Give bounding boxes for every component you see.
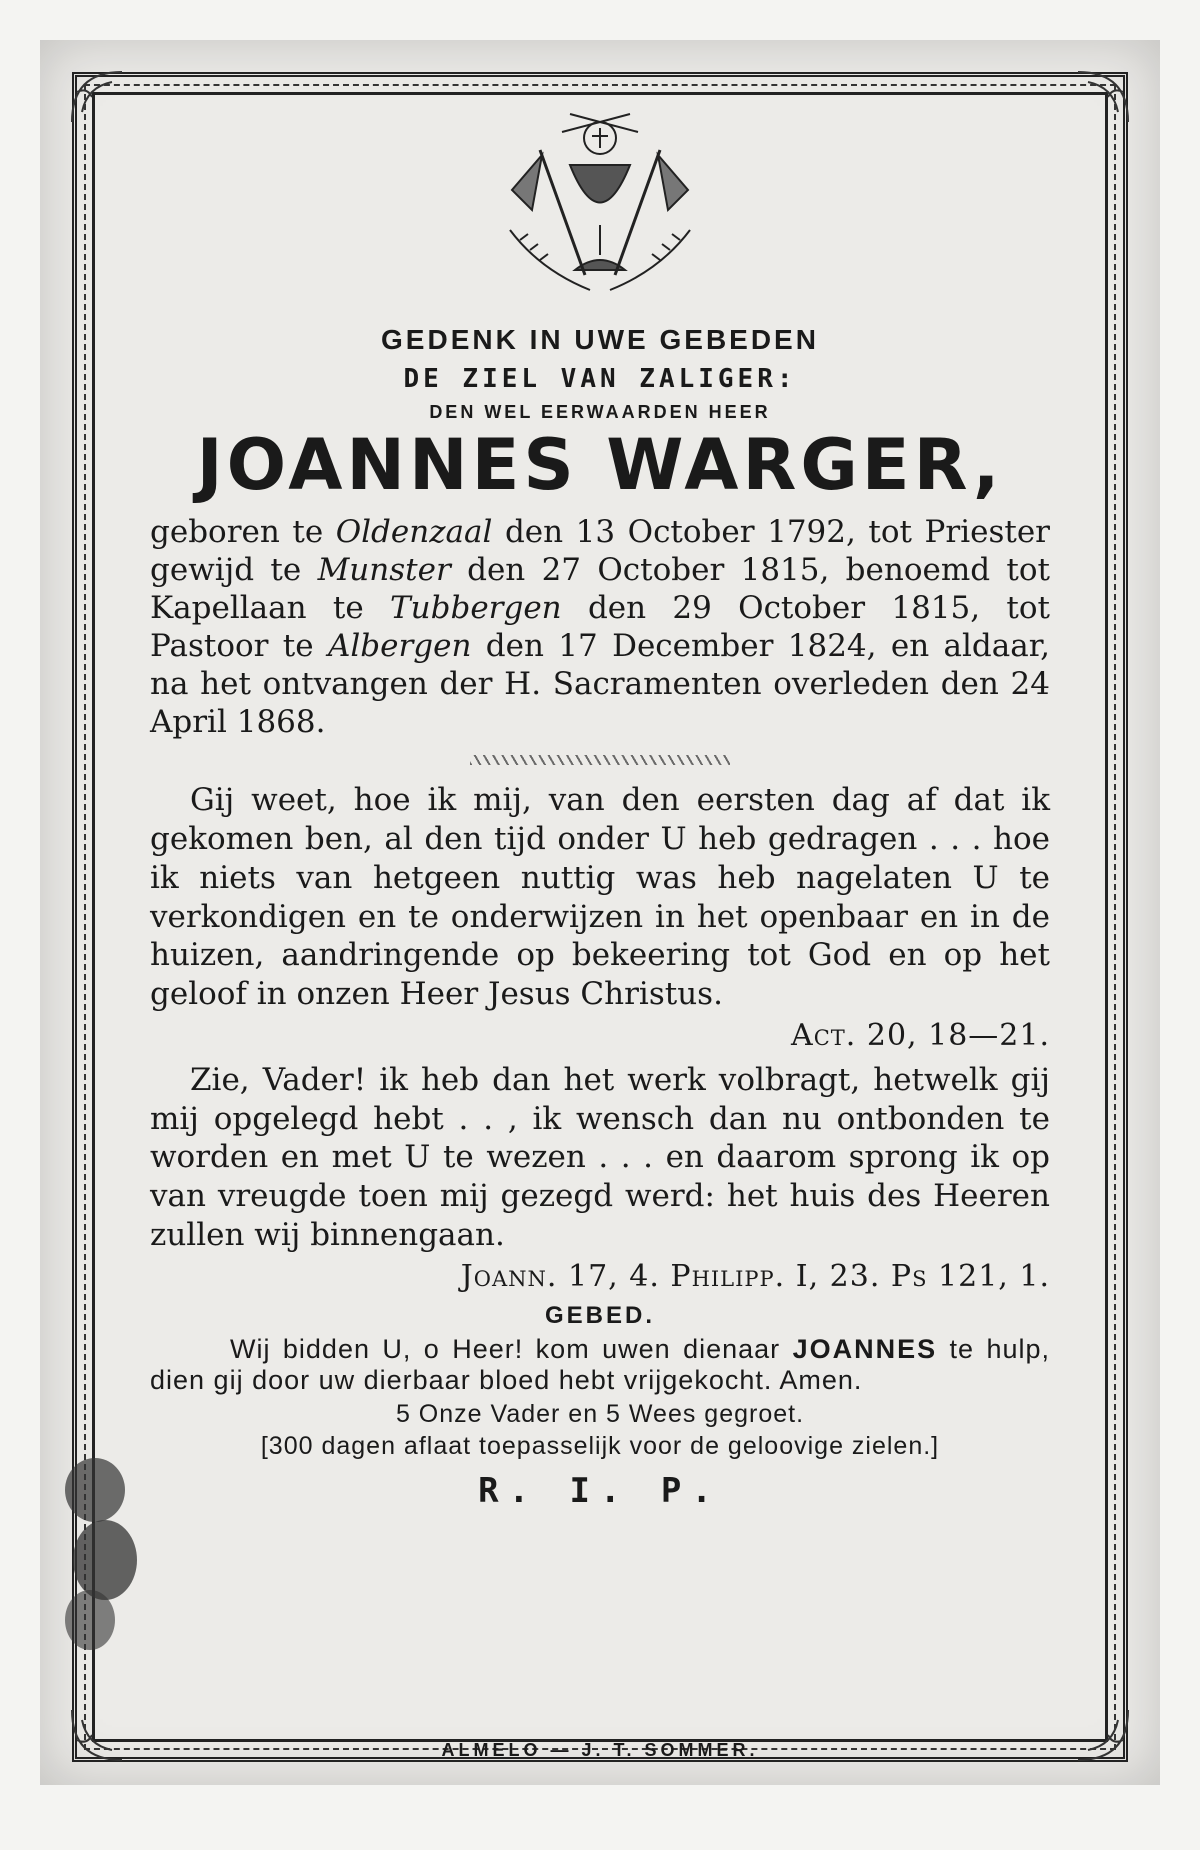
bio-place: Munster xyxy=(317,551,451,588)
header-line-1: GEDENK IN UWE GEBEDEN xyxy=(381,324,819,355)
chalice-emblem-icon xyxy=(470,110,730,310)
bio-text: den 27 October 1815, benoemd tot Kapellaan te xyxy=(150,551,1050,626)
scripture-quote-2 xyxy=(150,1061,1050,1255)
bio-text: den 13 October 1792, tot Priester gewijd te xyxy=(150,513,1050,588)
bio-text: den 17 December 1824, en aldaar, na het ontvangen der H. Sacramenten overleden den 24 April 1868. xyxy=(150,627,1050,741)
header-line-2: DE ZIEL VAN ZALIGER: xyxy=(403,364,797,394)
header-line-3: DEN WEL EERWAARDEN HEER xyxy=(429,402,771,422)
corner-ornament-icon xyxy=(1068,62,1138,132)
corner-ornament-icon xyxy=(62,62,132,132)
quote-text: Gij weet, hoe ik mij, van den eersten dag af dat ik gekomen ben, al den tijd onder U heb gedragen . . . hoe ik niets van hetgeen nuttig was heb nagelaten U te verkondigen en te onderwijzen in het openbaar en in de huizen, aandringende op bekeering tot God en op het geloof in onzen Heer Jesus Christus. xyxy=(150,782,1050,1012)
bio-place: Tubbergen xyxy=(390,589,562,626)
indulgence-note: [300 dagen aflaat toepasselijk voor de geloovige zielen.] xyxy=(260,1432,940,1461)
wavy-divider xyxy=(470,755,730,765)
prayer-line-1: 5 Onze Vader en 5 Wees gegroet. xyxy=(395,1400,805,1429)
quote-text: Zie, Vader! ik heb dan het werk volbragt, hetwelk gij mij opgelegd hebt . . , ik wensch dan nu ontbonden te worden en met U te wezen . . . en daarom sprong ik op van vreugde toen mij gezegd werd: het huis des Heeren zullen wij binnengaan. xyxy=(150,1061,1050,1253)
rip: R. I. P. xyxy=(478,1471,722,1512)
prayer-name: JOANNES xyxy=(792,1333,938,1364)
bio-text: geboren te xyxy=(150,513,336,550)
card-content xyxy=(150,320,1050,1511)
printer-imprint: ALMELO — J. T. SOMMER. xyxy=(441,1740,759,1760)
scripture-quote-1 xyxy=(150,781,1050,1014)
prayer-text: Wij bidden U, o Heer! kom uwen dienaar JOANNES te hulp, dien gij door uw dierbaar bloed hebt vrijgekocht. Amen. xyxy=(150,1333,1050,1396)
bio-place: Oldenzaal xyxy=(335,513,493,550)
deceased-name: JOANNES WARGER, xyxy=(196,424,1004,506)
scripture-reference-2: Joann. 17, 4. Philipp. I, 23. Ps 121, 1. xyxy=(460,1258,1050,1294)
ink-stain xyxy=(55,1450,145,1660)
prayer-title: GEBED. xyxy=(544,1301,655,1329)
scripture-reference-1: Act. 20, 18—21. xyxy=(791,1017,1050,1053)
bio-text: den 29 October 1815, tot Pastoor te xyxy=(150,589,1050,664)
biography xyxy=(150,513,1050,742)
bio-place: Albergen xyxy=(327,627,472,664)
